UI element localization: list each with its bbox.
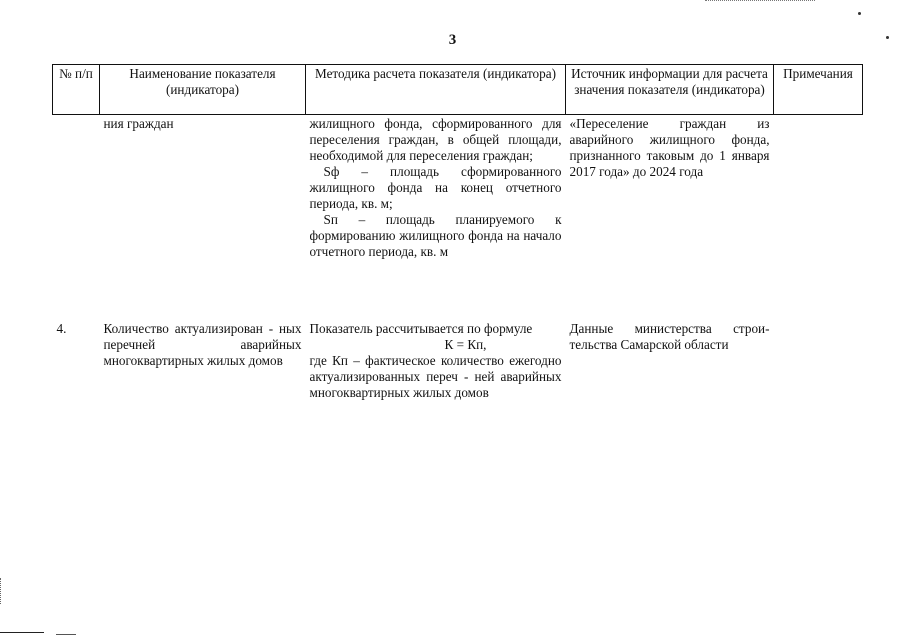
method-text: жилищного фонда, сформированного для переселения граждан, в общей площади, необходимой для переселения граждан; — [309, 116, 562, 163]
header-notes: Примечания — [774, 65, 863, 115]
row-source: Данные министерства строи-тельства Самарской области — [569, 321, 770, 352]
method-formula: К = Кп, — [444, 337, 487, 352]
scan-artifact-left — [0, 578, 9, 604]
header-method: Методика расчета показателя (индикатора) — [306, 65, 566, 115]
method-text: Sп – площадь планируемого к формированию жилищного фонда на начало отчетного периода, кв. м — [309, 212, 562, 259]
method-text: где Кп – фактическое количество ежегодно актуализированных переч - ней аварийных многоквартирных жилых домов — [309, 353, 562, 400]
method-text: Sф – площадь сформированного жилищного фонда на конец отчетного периода, кв. м; — [309, 164, 562, 211]
row-name: ния граждан — [103, 116, 174, 131]
row-method — [306, 321, 566, 401]
row-num: 4. — [56, 321, 67, 336]
table-row — [53, 115, 863, 322]
scan-artifact-bottom — [56, 634, 76, 635]
table-header-row — [53, 65, 863, 115]
scan-artifact-top — [705, 0, 815, 4]
row-method — [306, 115, 566, 322]
page-number: 3 — [448, 32, 457, 48]
header-num: № п/п — [53, 65, 100, 115]
row-source: «Переселение граждан из аварийного жилищного фонда, признанного таковым до 1 января 2017 года» до 2024 года — [569, 116, 770, 179]
row-notes — [774, 321, 863, 401]
scan-dot — [858, 12, 861, 15]
indicators-table — [52, 64, 863, 401]
method-text: Показатель рассчитывается по формуле — [309, 321, 533, 336]
scan-artifact-bottom — [0, 632, 44, 633]
row-num — [53, 115, 100, 322]
row-notes — [774, 115, 863, 322]
row-name: Количество актуализирован - ных перечней аварийных многоквартирных жилых домов — [103, 321, 302, 368]
header-source: Источник информации для расчета значения показателя (индикатора) — [566, 65, 774, 115]
table-row — [53, 321, 863, 401]
header-name: Наименование показателя (индикатора) — [100, 65, 306, 115]
